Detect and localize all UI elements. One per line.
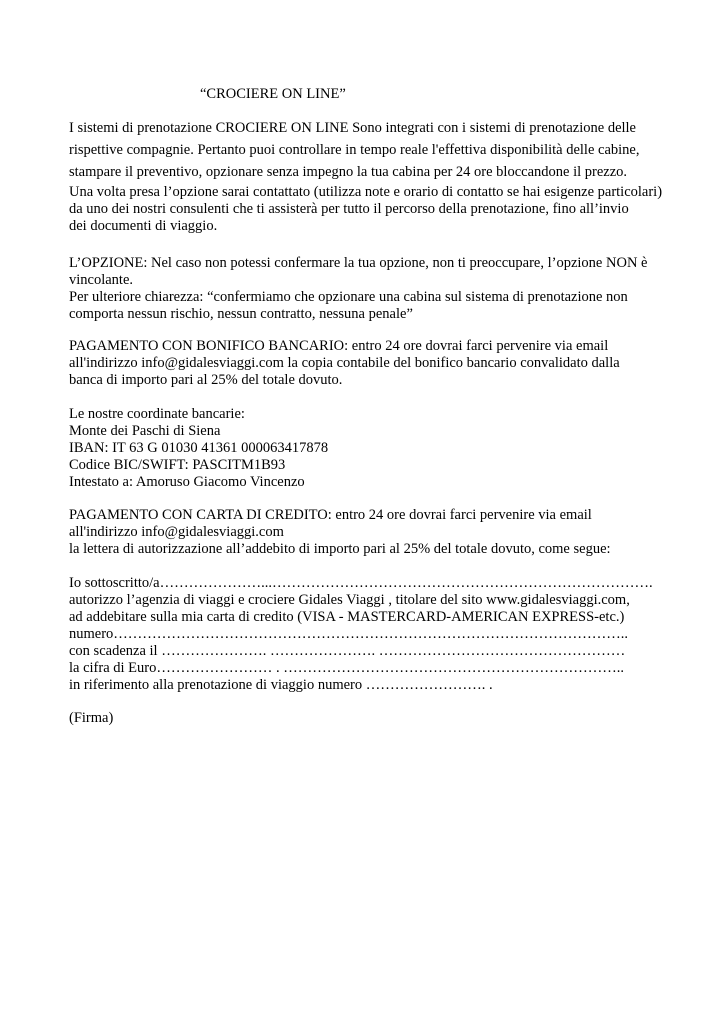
bank-transfer-line-1: PAGAMENTO CON BONIFICO BANCARIO: entro 24 ore dovrai farci pervenire via email xyxy=(69,338,609,354)
intro-line-1: I sistemi di prenotazione CROCIERE ON LINE Sono integrati con i sistemi di prenotazione delle xyxy=(69,120,636,136)
bank-iban: IBAN: IT 63 G 01030 41361 000063417878 xyxy=(69,440,329,456)
bank-name: Monte dei Paschi di Siena xyxy=(69,423,221,439)
authorization-line-5: con scadenza il …………………. …………………. …………………………………………… xyxy=(69,643,626,659)
bank-account-holder: Intestato a: Amoruso Giacomo Vincenzo xyxy=(69,474,305,490)
option-line-4: comporta nessun rischio, nessun contratto, nessuna penale” xyxy=(69,306,413,322)
authorization-line-2: autorizzo l’agenzia di viaggi e crociere Gidales Viaggi , titolare del sito www.gidalesviaggi.com, xyxy=(69,592,630,608)
bank-transfer-line-3: banca di importo pari al 25% del totale dovuto. xyxy=(69,372,343,388)
bank-transfer-line-2: all'indirizzo info@gidalesviaggi.com la copia contabile del bonifico bancario convalidato dalla xyxy=(69,355,620,371)
intro-line-3: stampare il preventivo, opzionare senza impegno la tua cabina per 24 ore bloccandone il prezzo. xyxy=(69,164,628,180)
option-line-1: L’OPZIONE: Nel caso non potessi confermare la tua opzione, non ti preoccupare, l’opzione NON è xyxy=(69,255,648,271)
credit-card-line-3: la lettera di autorizzazione all’addebito di importo pari al 25% del totale dovuto, come segue: xyxy=(69,541,611,557)
authorization-line-3: ad addebitare sulla mia carta di credito (VISA - MASTERCARD-AMERICAN EXPRESS-etc.) xyxy=(69,609,625,625)
bank-details-heading: Le nostre coordinate bancarie: xyxy=(69,406,245,422)
credit-card-line-2: all'indirizzo info@gidalesviaggi.com xyxy=(69,524,284,540)
signature-label: (Firma) xyxy=(69,710,114,726)
authorization-line-7: in riferimento alla prenotazione di viaggio numero ……………………. . xyxy=(69,677,493,693)
credit-card-line-1: PAGAMENTO CON CARTA DI CREDITO: entro 24 ore dovrai farci pervenire via email xyxy=(69,507,592,523)
option-line-2: vincolante. xyxy=(69,272,134,288)
contact-line-3: dei documenti di viaggio. xyxy=(69,218,218,234)
contact-line-2: da uno dei nostri consulenti che ti assisterà per tutto il percorso della prenotazione, fino all’invio xyxy=(69,201,629,217)
contact-line-1: Una volta presa l’opzione sarai contattato (utilizza note e orario di contatto se hai esigenze particolari) xyxy=(69,184,663,200)
authorization-line-4: numero…………………………………………………………………………………………….. xyxy=(69,626,629,642)
bank-bic-swift: Codice BIC/SWIFT: PASCITM1B93 xyxy=(69,457,286,473)
authorization-line-6: la cifra di Euro…………………… . …………………………………………………………….. xyxy=(69,660,624,676)
intro-line-2: rispettive compagnie. Pertanto puoi controllare in tempo reale l'effettiva disponibilità delle cabine, xyxy=(69,142,640,158)
authorization-line-1: Io sottoscritto/a…………………...……………………………………………………………………. xyxy=(69,575,653,591)
document-title: “CROCIERE ON LINE” xyxy=(200,86,346,102)
option-line-3: Per ulteriore chiarezza: “confermiamo che opzionare una cabina sul sistema di prenotazione non xyxy=(69,289,628,305)
